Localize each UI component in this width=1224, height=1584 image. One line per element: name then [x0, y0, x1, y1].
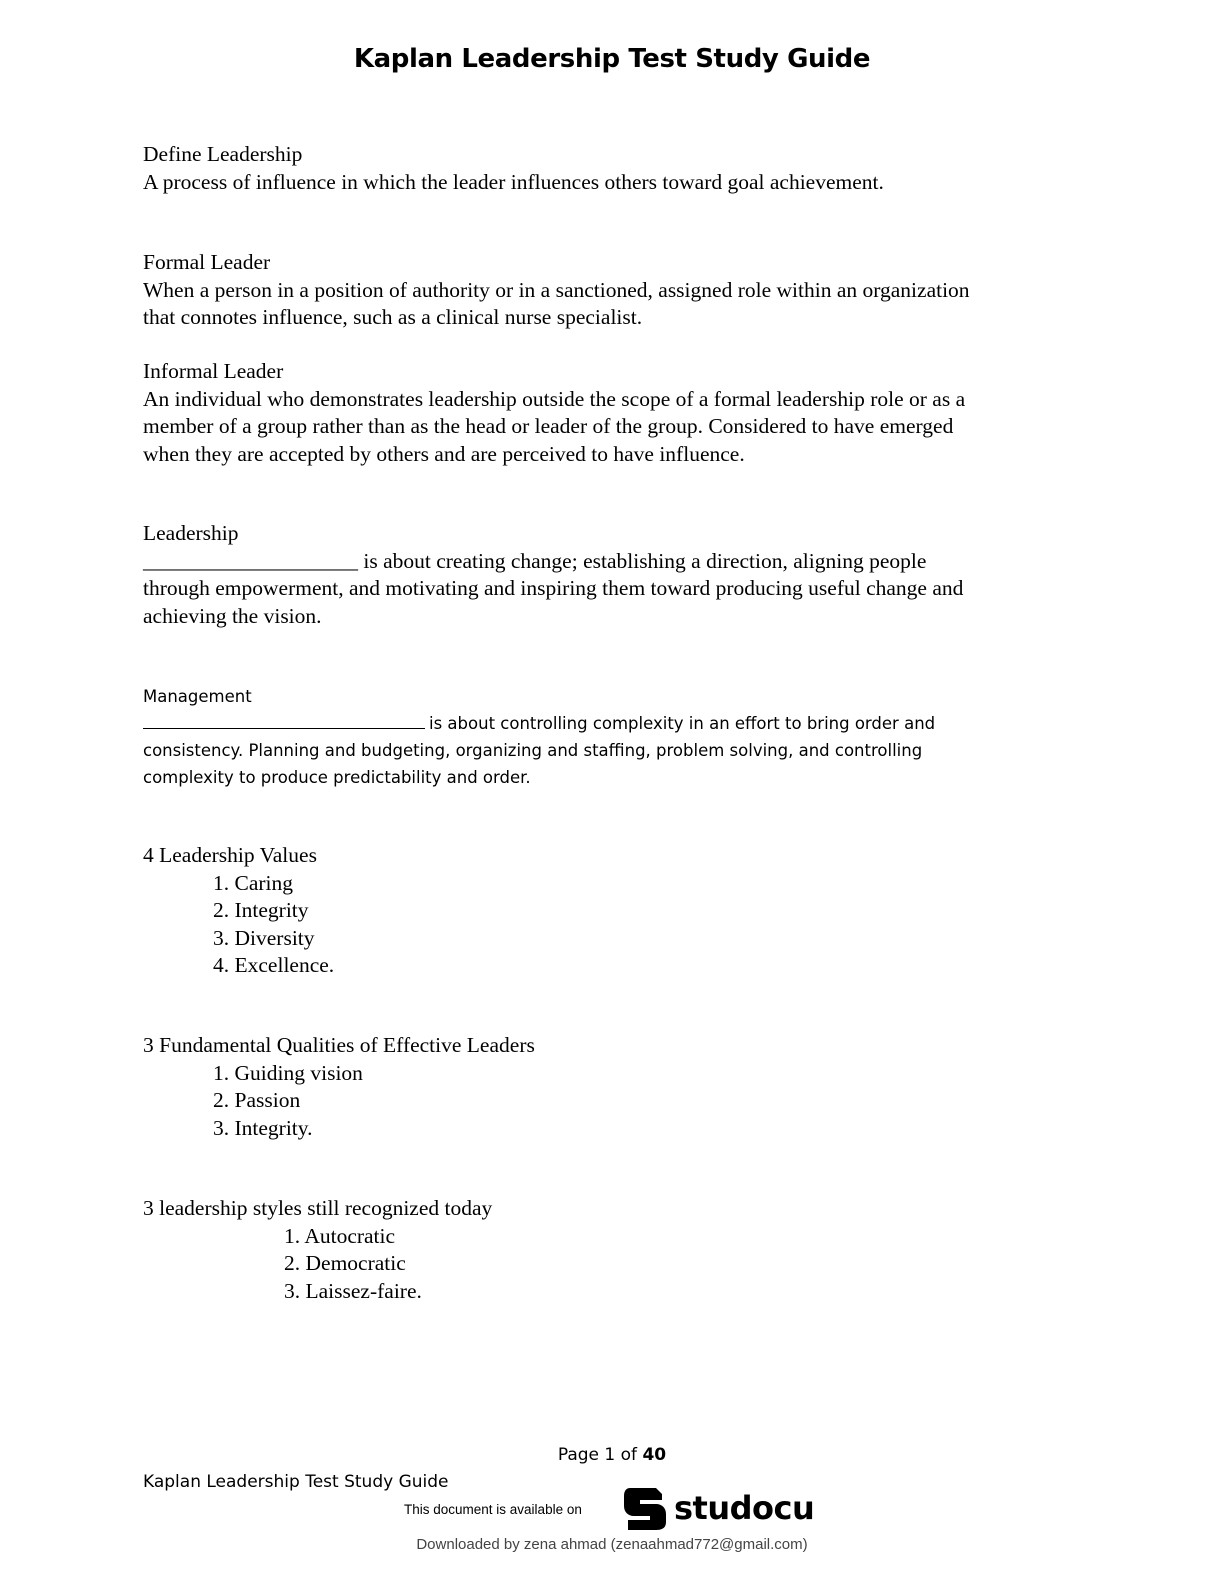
list-item: 3. Integrity.	[213, 1115, 313, 1140]
section-formal-leader	[143, 249, 1083, 332]
list-item: 2. Integrity	[213, 898, 309, 922]
section-text: that connotes influence, such as a clinical nurse specialist.	[143, 305, 643, 329]
studocu-icon	[622, 1484, 668, 1532]
section-fundamental-qualities	[143, 1032, 1083, 1142]
section-text	[143, 710, 1083, 737]
section-text: An individual who demonstrates leadership outside the scope of a formal leadership role or as a	[143, 386, 966, 411]
styles-list	[143, 1223, 1083, 1306]
downloaded-by: Downloaded by zena ahmad (zenaahmad772@gmail.com)	[416, 1536, 808, 1553]
section-text: member of a group rather than as the head or leader of the group. Considered to have emerged	[143, 414, 954, 438]
section-heading: Formal Leader	[143, 250, 271, 274]
section-text-rest: is about controlling complexity in an effort to bring order and	[429, 714, 936, 733]
list-item: 3. Laissez-faire.	[284, 1278, 422, 1303]
current-page: 1	[604, 1445, 616, 1465]
section-heading: Define Leadership	[143, 142, 303, 166]
section-leadership-values	[143, 842, 1083, 980]
fill-in-blank: ____________________	[143, 548, 358, 573]
page-number	[0, 1445, 1224, 1465]
section-leadership-styles	[143, 1195, 1083, 1305]
qualities-list	[143, 1060, 1083, 1143]
section-text: when they are accepted by others and are perceived to have influence.	[143, 441, 745, 466]
total-pages: 40	[642, 1445, 667, 1465]
list-item: 1. Autocratic	[284, 1223, 396, 1248]
section-define-leadership	[143, 141, 1083, 196]
list-item: 1. Caring	[213, 870, 294, 895]
studocu-logo[interactable]	[622, 1484, 814, 1532]
section-heading: 4 Leadership Values	[143, 843, 317, 867]
section-text: A process of influence in which the leader influences others toward goal achievement.	[143, 169, 884, 194]
section-heading: Leadership	[143, 521, 239, 545]
section-text	[143, 548, 1083, 576]
section-heading: 3 Fundamental Qualities of Effective Leaders	[143, 1033, 535, 1057]
section-text: achieving the vision.	[143, 603, 322, 628]
list-item: 2. Passion	[213, 1088, 301, 1112]
page-label: Page	[557, 1445, 605, 1465]
page-of: of	[615, 1445, 643, 1465]
section-heading: 3 leadership styles still recognized today	[143, 1196, 493, 1220]
list-item: 2. Democratic	[284, 1251, 406, 1275]
section-text: complexity to produce predictability and order.	[143, 768, 531, 787]
section-informal-leader	[143, 358, 1083, 468]
section-management	[143, 683, 1083, 791]
footer-doc-title: Kaplan Leadership Test Study Guide	[143, 1472, 449, 1492]
section-text-rest: is about creating change; establishing a direction, aligning people	[358, 548, 927, 573]
studocu-wordmark: studocu	[674, 1489, 815, 1527]
fill-in-blank	[143, 710, 425, 729]
values-list	[143, 870, 1083, 980]
section-text: consistency. Planning and budgeting, organizing and staffing, problem solving, and controlling	[143, 741, 923, 760]
list-item: 3. Diversity	[213, 925, 315, 950]
section-text: through empowerment, and motivating and inspiring them toward producing useful change and	[143, 576, 964, 600]
section-heading: Management	[143, 687, 252, 706]
section-leadership	[143, 520, 1083, 630]
list-item: 1. Guiding vision	[213, 1060, 363, 1085]
available-text: This document is available on	[404, 1502, 582, 1517]
list-item: 4. Excellence.	[213, 953, 335, 977]
page-title: Kaplan Leadership Test Study Guide	[353, 44, 871, 74]
section-text: When a person in a position of authority or in a sanctioned, assigned role within an organization	[143, 277, 970, 302]
section-heading: Informal Leader	[143, 359, 284, 383]
